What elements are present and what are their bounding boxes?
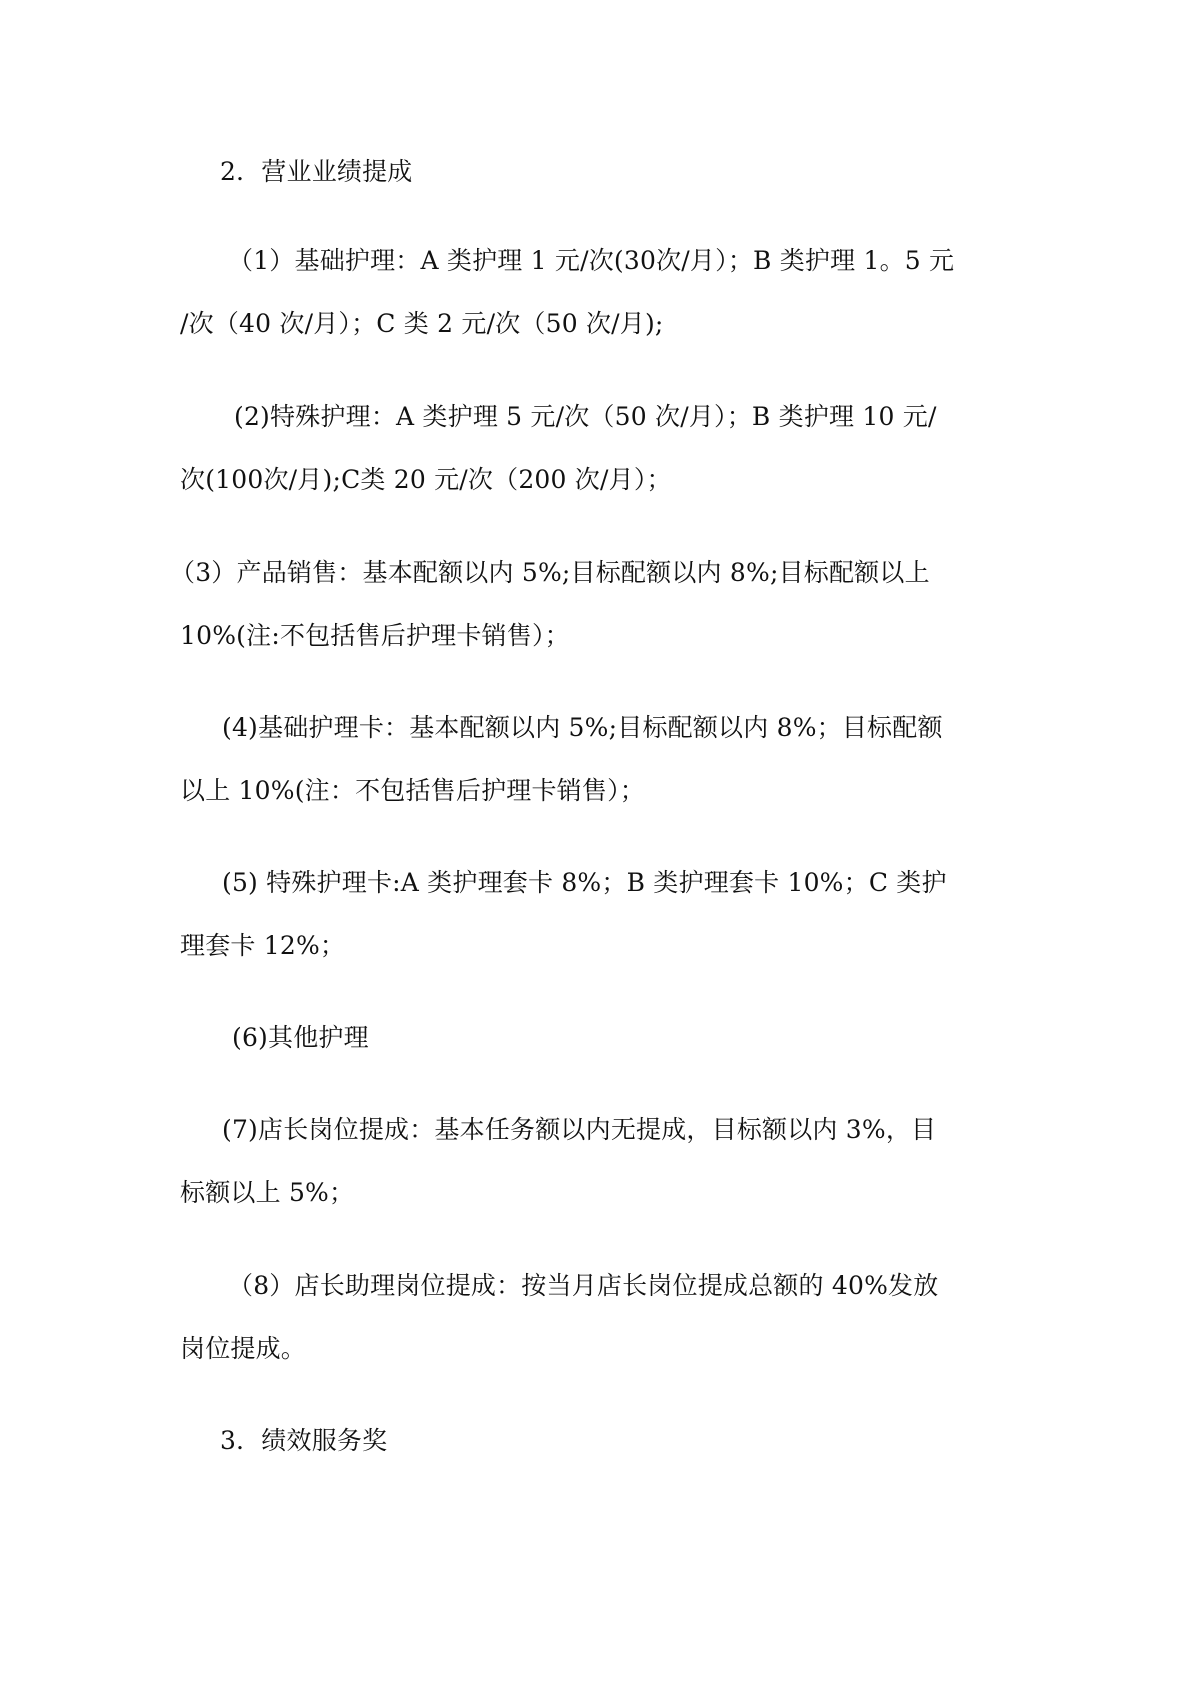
item-2-line-1: (2)特殊护理：A 类护理 5 元/次（50 次/月）；B 类护理 10 元/ (234, 402, 937, 431)
item-2-line-2: 次(100次/月);C类 20 元/次（200 次/月）； (180, 465, 672, 494)
item-4-line-1: (4)基础护理卡：基本配额以内 5%;目标配额以内 8%；目标配额 (222, 713, 943, 742)
item-4-line-2: 以上 10%(注：不包括售后护理卡销售）； (180, 776, 645, 805)
item-7-line-2: 标额以上 5%； (180, 1178, 355, 1207)
section-heading-2: 2．营业业绩提成 (220, 157, 413, 186)
item-1-line-1: （1）基础护理：A 类护理 1 元/次(30次/月）；B 类护理 1。5 元 (228, 246, 955, 275)
item-3-line-2: 10%(注:不包括售后护理卡销售）； (180, 621, 570, 650)
item-8-line-2: 岗位提成。 (180, 1334, 307, 1363)
item-3-line-1: （3）产品销售：基本配额以内 5%;目标配额以内 8%;目标配额以上 (170, 558, 930, 587)
item-7-line-1: (7)店长岗位提成：基本任务额以内无提成，目标额以内 3%，目 (222, 1115, 937, 1144)
item-6-line-1: (6)其他护理 (232, 1023, 369, 1052)
item-5-line-1: (5) 特殊护理卡:A 类护理套卡 8%；B 类护理套卡 10%；C 类护 (222, 868, 947, 897)
item-5-line-2: 理套卡 12%； (180, 931, 346, 960)
section-heading-3: 3．绩效服务奖 (220, 1426, 388, 1455)
item-8-line-1: （8）店长助理岗位提成：按当月店长岗位提成总额的 40%发放 (228, 1271, 939, 1300)
item-1-line-2: /次（40 次/月）；C 类 2 元/次（50 次/月); (180, 309, 664, 338)
